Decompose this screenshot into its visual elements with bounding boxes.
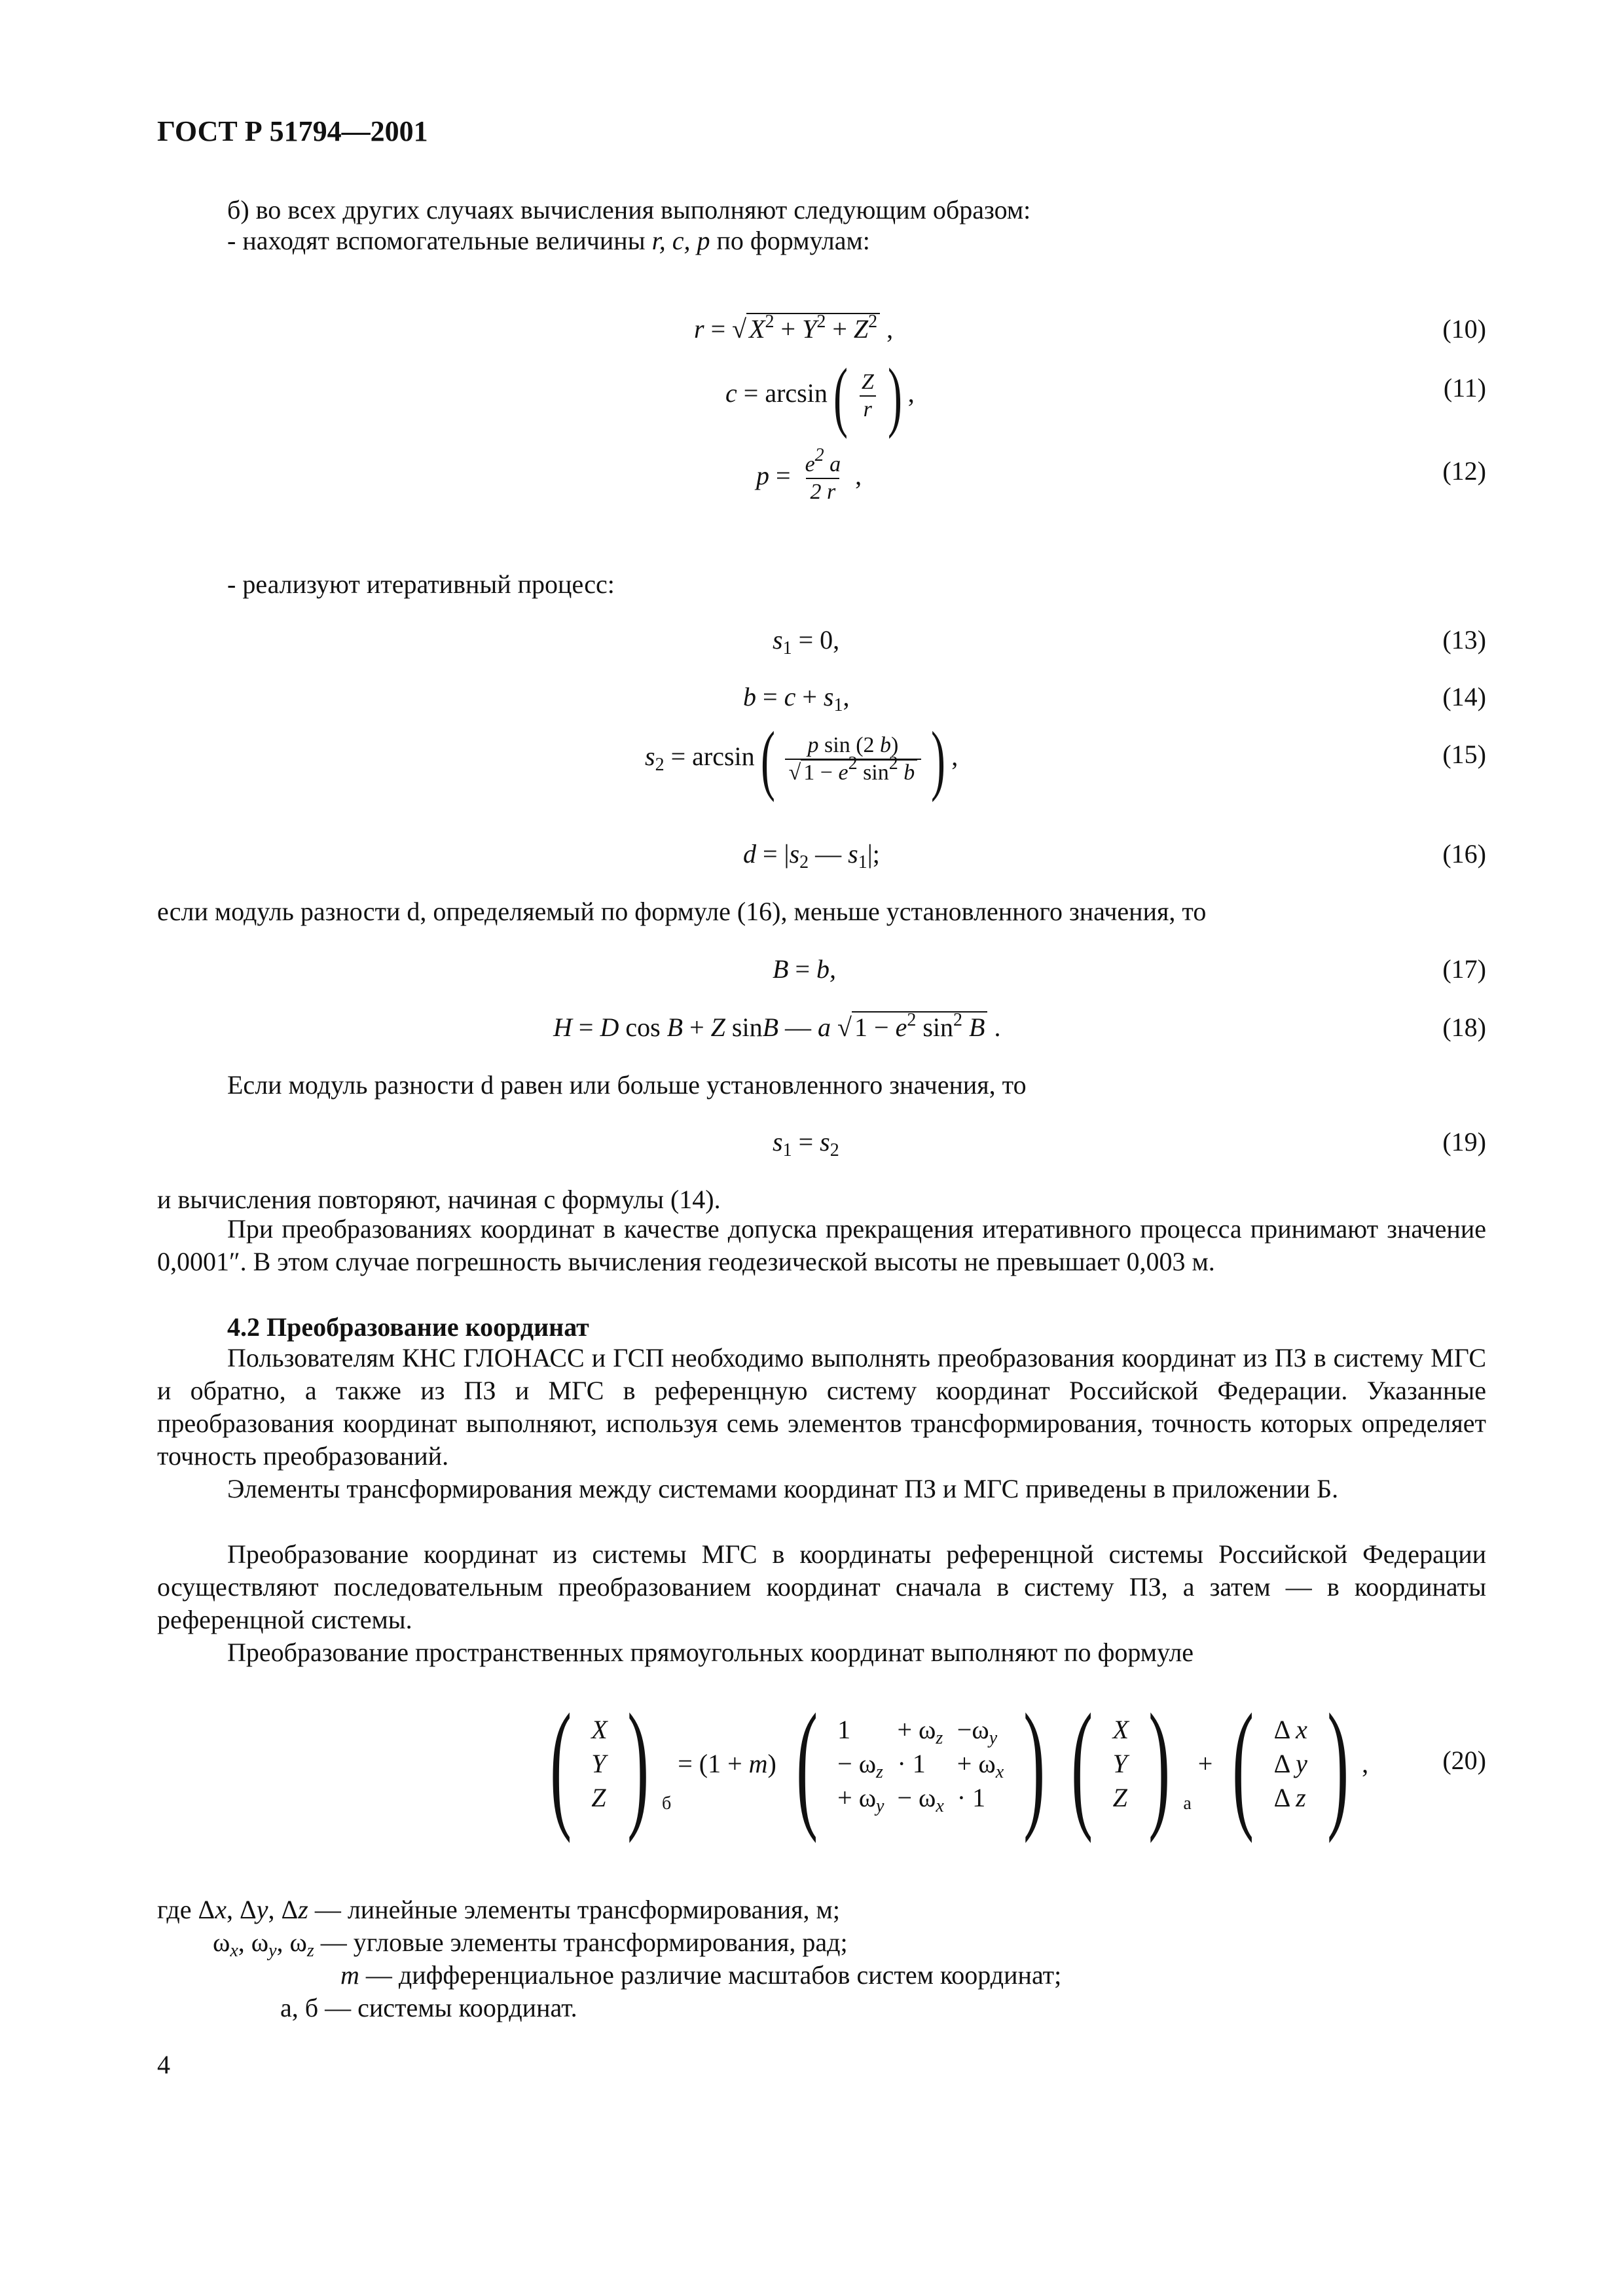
equation-number: (15) — [1442, 740, 1486, 769]
document-header: ГОСТ Р 51794—2001 — [157, 115, 428, 147]
legend-angular: $\omega_x$, $\omega_y$, $\omega_z$ — угловые элементы трансформирования, рад; — [213, 1928, 848, 1961]
formula-18: H = D cos B + Z sinB — a √ $1 - e^2$ $\sin^2 B$ . — [553, 1010, 1001, 1042]
formula-17: B = b, — [773, 954, 836, 984]
vector-b: ( X Y Z ) — [550, 1684, 649, 1844]
paragraph-formula: Преобразование пространственных прямоугольных координат выполняют по формуле — [227, 1638, 1194, 1667]
equation-number: (13) — [1442, 625, 1486, 655]
rotation-matrix: ( 1 + $\omega_z$ $-\omega_y$ − $\omega_z$ · 1 + $\omega_x$ + $\omega_y$ − $\omega_x$ · 1 ) — [796, 1684, 1046, 1844]
page-number: 4 — [157, 2050, 170, 2079]
paragraph-iterative: - реализуют итеративный процесс: — [227, 569, 615, 599]
paragraph-if-modulus: если модуль разности d, определяемый по формуле (16), меньше установленного значения, то — [157, 897, 1207, 926]
section-title: 4.2 Преобразование координат — [227, 1312, 589, 1342]
equation-number: (14) — [1442, 682, 1486, 711]
formula-13: $s_1 = 0$, — [773, 625, 840, 658]
formula-15: $s_2 = \arcsin$( $\frac{\text{p sin (2 b)}}{√ 1 - e^2 \sin^2 b}$ ) , — [645, 715, 958, 802]
paragraph-else-modulus: Если модуль разности d равен или больше установленного значения, то — [227, 1070, 1027, 1100]
formula-11: c = arcsin( $\frac{Z}{r}$ ) , — [725, 352, 915, 439]
formula-19: $s_1 = s_2$ — [773, 1127, 839, 1160]
legend-linear: где Δx, Δy, Δz — линейные элементы трансформирования, м; — [157, 1895, 840, 1924]
paragraph-users: Пользователям КНС ГЛОНАСС и ГСП необходимо выполнять преобразования координат из ПЗ в систему МГС и обратно, а также из ПЗ и МГС в референцную систему координат Российской Федерации. Указанные преобразования координат выполняют, используя семь элементов трансформирования, точность которых определяет точность преобразований. — [157, 1343, 1486, 1471]
paragraph-repeat: и вычисления повторяют, начиная с формулы (14). — [157, 1185, 721, 1214]
legend-systems: а, б — системы координат. — [280, 1993, 577, 2022]
equation-number: (19) — [1442, 1127, 1486, 1157]
equation-number: (20) — [1442, 1746, 1486, 1775]
equation-number: (18) — [1442, 1013, 1486, 1042]
formula-20: ( X Y Z ) $_б$ = (1 + m) ( 1 + $\omega_z$ $-\omega_y$ − $\omega_z$ · 1 + $\omega_x$ + $\omega_y$ − $\omega_x$ · 1 ) ( X Y Z ) $_а$ + ( Δ x Δ y Δ z ) , — [537, 1705, 1368, 1823]
paragraph-transform: Преобразование координат из системы МГС в координаты референцной системы Российской Федерации осуществляют последовательным преобразованием координат сначала в систему ПЗ, а затем — в координаты референцной системы. — [157, 1539, 1486, 1634]
vector-a: ( X Y Z ) — [1071, 1684, 1171, 1844]
formula-10: r = √ $X^2 + Y^2 + Z^2$ , — [694, 312, 894, 344]
formula-16: $d = |s_2$ — $s_1|$; — [743, 839, 880, 872]
equation-number: (10) — [1442, 314, 1486, 344]
formula-12: p = $\frac{e^2 a}{2 r}$ , — [756, 445, 862, 504]
equation-number: (12) — [1442, 456, 1486, 486]
equation-number: (11) — [1443, 373, 1486, 403]
legend-scale: m — дифференциальное различие масштабов систем координат; — [340, 1960, 1062, 1990]
paragraph-elements: Элементы трансформирования между системами координат ПЗ и МГС приведены в приложении Б. — [227, 1474, 1339, 1503]
formula-14: $b = c + s_1$, — [743, 682, 850, 715]
paragraph-intro-aux: - находят вспомогательные величины r, c, p по формулам: — [227, 226, 870, 255]
equation-number: (16) — [1442, 839, 1486, 869]
equation-number: (17) — [1442, 954, 1486, 984]
paragraph-intro-b: б) во всех других случаях вычисления выполняют следующим образом: — [227, 195, 1031, 224]
vector-delta: ( Δ x Δ y Δ z ) — [1232, 1684, 1349, 1844]
paragraph-tolerance: При преобразованиях координат в качестве допуска прекращения итеративного процесса принимают значение 0,0001″. В этом случае погрешность вычисления геодезической высоты не превышает 0,003 м. — [157, 1214, 1486, 1276]
